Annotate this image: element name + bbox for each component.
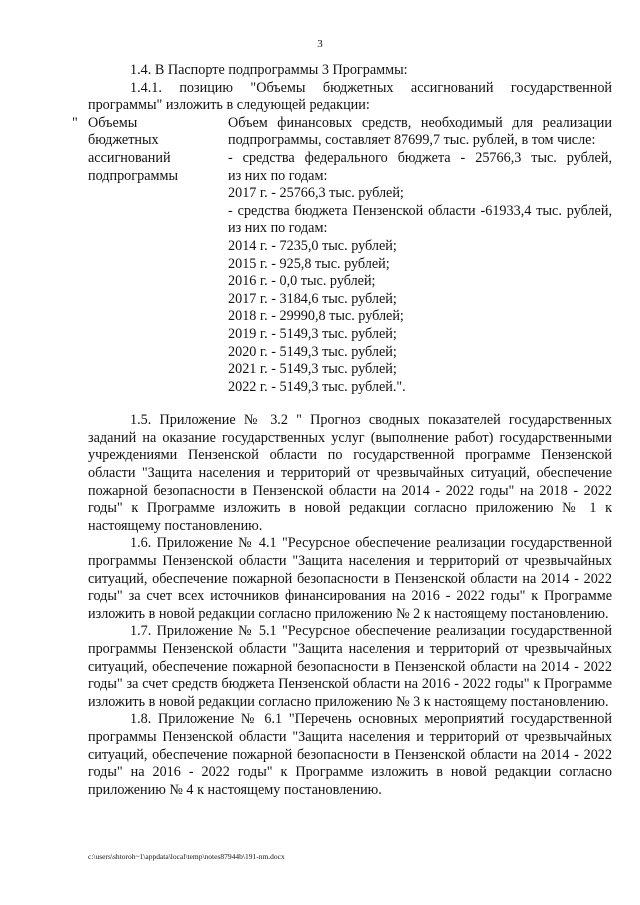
right-cell-line: - средства бюджета Пензенской области -61933,4 тыс. рублей, — [228, 202, 612, 219]
right-cell-line: - средства федерального бюджета - 25766,3 тыс. рублей, — [228, 149, 612, 166]
right-cell-line: 2014 г. - 7235,0 тыс. рублей; — [228, 237, 397, 254]
right-cell-line: из них по годам: — [228, 167, 328, 184]
document-body — [72, 62, 612, 799]
paragraph-1-4-1: 1.4.1. позицию "Объемы бюджетных ассигнований государственной программы" изложить в следующей редакции: — [88, 79, 612, 114]
right-cell-line: подпрограммы, составляет 87699,7 тыс. рублей, в том числе: — [228, 132, 596, 149]
right-cell-line: 2018 г. - 29990,8 тыс. рублей; — [228, 308, 404, 325]
paragraph-1-5: 1.5. Приложение № 3.2 " Прогноз сводных показателей государственных заданий на оказание государственных услуг (выполнение работ) государственными учреждениями Пензенской области по государственной программе Пензенской области "Защита населения и территорий от чрезвычайных ситуаций, обеспечение пожарной безопасности в Пензенской области на 2014 - 2022 годы" на 2018 - 2022 годы" к Программе изложить в новой редакции согласно приложению № 1 к настоящему постановлению. — [88, 412, 612, 534]
left-cell-line: подпрограммы — [88, 167, 178, 184]
file-path-footer: c:\users\shtoroh~1\appdata\local\temp\notes87944b\191-nm.docx — [88, 852, 285, 861]
right-cell-line: Объем финансовых средств, необходимый для реализации — [228, 114, 612, 131]
page-number: 3 — [317, 38, 323, 50]
paragraph-1-6: 1.6. Приложение № 4.1 "Ресурсное обеспечение реализации государственной программы Пензенской области "Защита населения и территорий от чрезвычайных ситуаций, обеспечение пожарной безопасности в Пензенской области на 2014 - 2022 годы" за счет всех источников финансирования на 2016 - 2022 годы" к Программе изложить в новой редакции согласно приложению № 2 к настоящему постановлению. — [88, 535, 612, 622]
right-cell-line: 2020 г. - 5149,3 тыс. рублей; — [228, 343, 397, 360]
passport-table — [72, 114, 612, 397]
right-cell-line: 2016 г. - 0,0 тыс. рублей; — [228, 273, 376, 290]
left-cell-line: Объемы — [88, 114, 138, 131]
right-cell-line: 2015 г. - 925,8 тыс. рублей; — [228, 255, 390, 272]
right-cell-line: 2019 г. - 5149,3 тыс. рублей; — [228, 325, 397, 342]
left-cell-line: бюджетных — [88, 132, 159, 149]
opening-quote-mark: " — [72, 114, 78, 131]
right-cell-line: из них по годам: — [228, 220, 328, 237]
right-cell-line: 2022 г. - 5149,3 тыс. рублей.". — [228, 378, 406, 395]
paragraph-1-4: 1.4. В Паспорте подпрограммы 3 Программы: — [130, 62, 408, 78]
right-cell-line: 2021 г. - 5149,3 тыс. рублей; — [228, 361, 397, 378]
paragraph-1-7: 1.7. Приложение № 5.1 "Ресурсное обеспечение реализации государственной программы Пензенской области "Защита населения и территорий от чрезвычайных ситуаций, обеспечение пожарной безопасности в Пензенской области на 2014 - 2022 годы" за счет средств бюджета Пензенской области на 2016 - 2022 годы" к Программе изложить в новой редакции согласно приложению № 3 к настоящему постановлению. — [88, 623, 612, 710]
right-cell-line: 2017 г. - 3184,6 тыс. рублей; — [228, 290, 397, 307]
table-left-cell — [88, 115, 228, 397]
right-cell-line: 2017 г. - 25766,3 тыс. рублей; — [228, 185, 404, 202]
paragraph-1-8: 1.8. Приложение № 6.1 "Перечень основных мероприятий государственной программы Пензенской области "Защита населения и территорий от чрезвычайных ситуаций, обеспечение пожарной безопасности в Пензенской области на 2014 - 2022 годы" на 2016 - 2022 годы" к Программе изложить в новой редакции согласно приложению № 4 к настоящему постановлению. — [88, 711, 612, 798]
table-right-cell — [228, 115, 612, 397]
left-cell-line: ассигнований — [88, 149, 171, 166]
